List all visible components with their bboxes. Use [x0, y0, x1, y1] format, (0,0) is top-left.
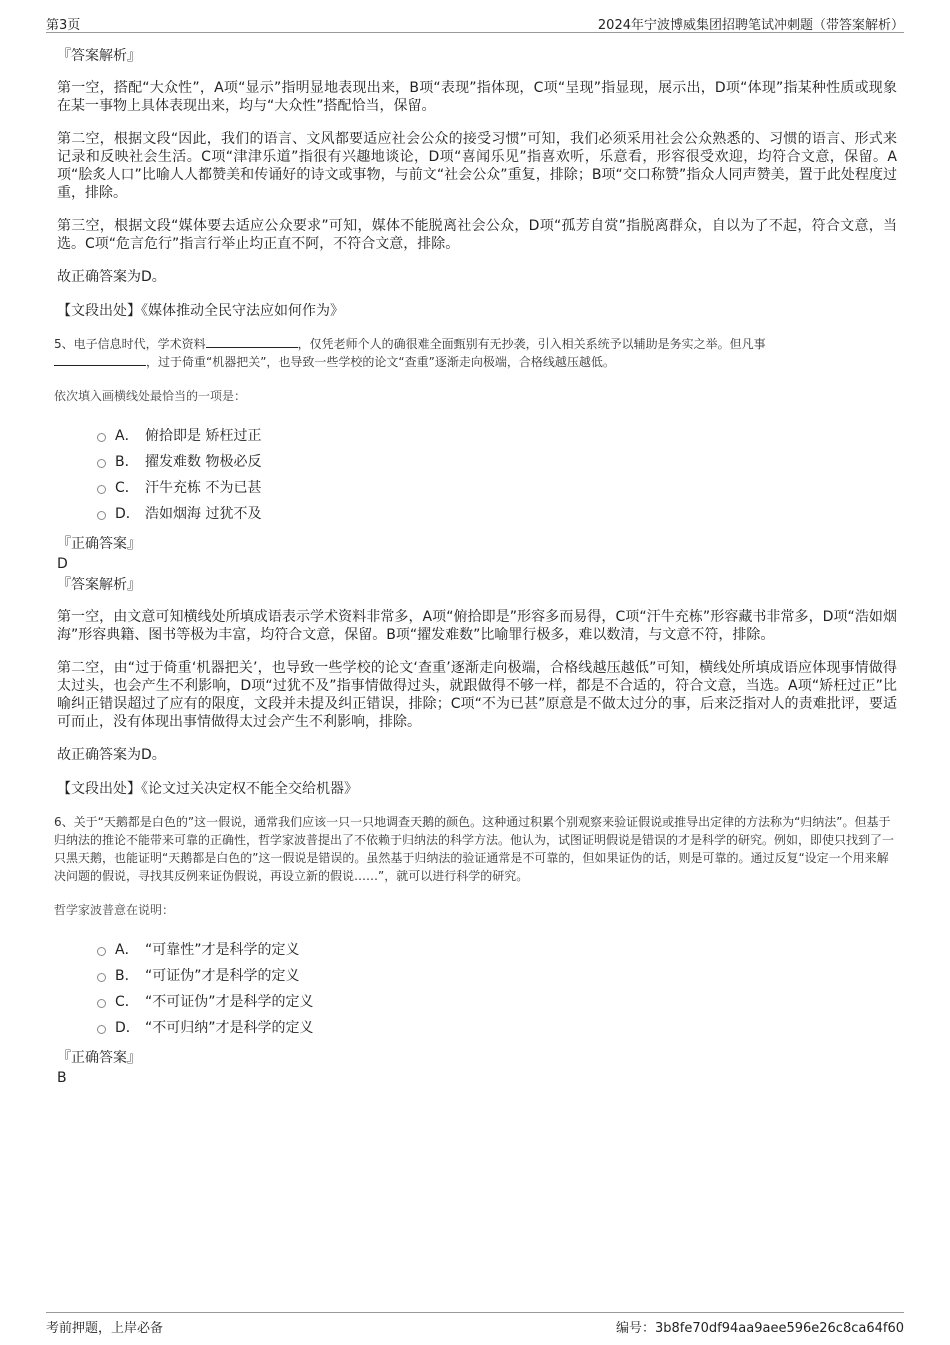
- analysis-paragraph: 第一空，搭配“大众性”，A项“显示”指明显地表现出来，B项“表现”指体现，C项“呈现”指显现，展示出，D项“体现”指某种性质或现象在某一事物上具体表现出来，均与“大众性”搭配恰当，保留。: [57, 80, 897, 114]
- answer-conclusion: 故正确答案为D。: [57, 269, 166, 285]
- question-5-part-b: ，仅凭老师个人的确很难全面甄别有无抄袭，引入相关系统予以辅助是务实之举。但凡事: [297, 337, 766, 351]
- source-citation: 【文段出处】《论文过关决定权不能全交给机器》: [57, 781, 358, 797]
- page-number: 第3页: [46, 18, 81, 33]
- analysis-paragraph: 第一空，由文意可知横线处所填成语表示学术资料非常多，A项“俯拾即是”形容多而易得，C项“汗牛充栋”形容藏书非常多，D项“浩如烟海”形容典籍、图书等极为丰富，均符合文意，保留。B项“擢发难数”比喻罪行极多，难以数清，与文意不符，排除。: [57, 609, 897, 643]
- analysis-paragraph: 第二空，根据文段“因此，我们的语言、文风都要适应社会公众的接受习惯”可知，我们必须采用社会公众熟悉的、习惯的语言、形式来记录和反映社会生活。C项“津津乐道”指很有兴趣地谈论，D项“喜闻乐见”指喜欢听，乐意看，形容很受欢迎，均符合文意，保留。A项“脍炙人口”比喻人人都赞美和传诵好的诗文或事物，与前文“社会公众”重复，排除；B项“交口称赞”指众人同声赞美，置于此处程度过重，排除。: [57, 131, 897, 201]
- option-text: 汗牛充栋 不为已甚: [145, 480, 262, 496]
- question-5-options: [57, 423, 897, 527]
- option-a[interactable]: [57, 423, 897, 449]
- option-b[interactable]: [57, 449, 897, 475]
- page-header: [46, 10, 904, 33]
- option-text: 浩如烟海 过犹不及: [145, 506, 262, 522]
- option-letter: B．: [115, 968, 139, 984]
- option-letter: D．: [115, 1020, 140, 1036]
- fill-blank-1: [206, 335, 298, 348]
- correct-answer-label: 『正确答案』: [57, 1050, 141, 1066]
- analysis-label: 『答案解析』: [57, 48, 141, 64]
- option-letter: D．: [115, 506, 140, 522]
- radio-icon[interactable]: [97, 999, 106, 1008]
- option-d[interactable]: [57, 1015, 897, 1041]
- page-footer: [46, 1312, 904, 1336]
- document-id: 编号：3b8fe70df94aa9aee596e26c8ca64f60: [616, 1321, 904, 1336]
- radio-icon[interactable]: [97, 433, 106, 442]
- radio-icon[interactable]: [97, 973, 106, 982]
- question-6-options: [57, 937, 897, 1041]
- question-6-prompt: 哲学家波普意在说明：: [54, 903, 175, 917]
- footer-slogan: 考前押题，上岸必备: [46, 1321, 164, 1336]
- option-c[interactable]: [57, 475, 897, 501]
- question-5-part-c: ，过于倚重“机器把关”，也导致一些学校的论文“查重”逐渐走向极端，合格线越压越低。: [146, 355, 615, 369]
- option-text: “不可归纳”才是科学的定义: [145, 1020, 314, 1036]
- option-text: 擢发难数 物极必反: [145, 454, 262, 470]
- option-text: 俯拾即是 矫枉过正: [145, 428, 262, 444]
- question-5-text: [54, 335, 897, 371]
- option-a[interactable]: [57, 937, 897, 963]
- option-text: “可靠性”才是科学的定义: [145, 942, 300, 958]
- question-6-text: 6、关于“天鹅都是白色的”这一假说，通常我们应该一只一只地调查天鹅的颜色。这种通过积累个别观察来验证假说或推导出定律的方法称为“归纳法”。但基于归纳法的推论不能带来可靠的正确性，哲学家波普提出了不依赖于归纳法的科学方法。他认为，试图证明假说是错误的才是科学的研究。例如，即使只找到了一只黑天鹅，也能证明“天鹅都是白色的”这一假说是错误的。虽然基于归纳法的验证通常是不可靠的，但如果证伪的话，则是可靠的。通过反复“设定一个用来解决问题的假说，寻找其反例来证伪假说，再设立新的假说……”，就可以进行科学的研究。: [54, 815, 895, 883]
- analysis-paragraph: 第二空，由“过于倚重‘机器把关’，也导致一些学校的论文‘查重’逐渐走向极端，合格线越压越低”可知，横线处所填成语应体现事情做得太过头，也会产生不利影响，D项“过犹不及”指事情做得过头，就跟做得不够一样，都是不合适的，符合文意，当选。A项“矫枉过正”比喻纠正错误超过了应有的限度，文段并未提及纠正错误，排除；C项“不为已甚”原意是不做太过分的事，后来泛指对人的责难批评，要适可而止，没有体现出事情做得太过会产生不利影响，排除。: [57, 660, 897, 730]
- option-letter: A．: [115, 942, 139, 958]
- option-letter: C．: [115, 480, 139, 496]
- radio-icon[interactable]: [97, 511, 106, 520]
- radio-icon[interactable]: [97, 1025, 106, 1034]
- question-5-prompt: 依次填入画横线处最恰当的一项是：: [54, 389, 247, 403]
- option-text: “可证伪”才是科学的定义: [145, 968, 300, 984]
- correct-answer-value: B: [57, 1070, 67, 1086]
- question-5-part-a: 5、电子信息时代，学术资料: [54, 337, 206, 351]
- page-content: [54, 46, 897, 1089]
- radio-icon[interactable]: [97, 459, 106, 468]
- analysis-paragraph: 第三空，根据文段“媒体要去适应公众要求”可知，媒体不能脱离社会公众，D项“孤芳自赏”指脱离群众，自以为了不起，符合文意，当选。C项“危言危行”指言行举止均正直不阿，不符合文意，排除。: [57, 218, 897, 252]
- document-title: 2024年宁波博威集团招聘笔试冲刺题（带答案解析）: [597, 18, 904, 33]
- option-letter: A．: [115, 428, 139, 444]
- option-d[interactable]: [57, 501, 897, 527]
- option-letter: C．: [115, 994, 139, 1010]
- option-b[interactable]: [57, 963, 897, 989]
- source-citation: 【文段出处】《媒体推动全民守法应如何作为》: [57, 303, 344, 319]
- radio-icon[interactable]: [97, 485, 106, 494]
- option-letter: B．: [115, 454, 139, 470]
- correct-answer-label: 『正确答案』: [57, 536, 141, 552]
- fill-blank-2: [54, 353, 146, 366]
- correct-answer-value: D: [57, 556, 68, 572]
- answer-conclusion: 故正确答案为D。: [57, 747, 166, 763]
- radio-icon[interactable]: [97, 947, 106, 956]
- option-text: “不可证伪”才是科学的定义: [145, 994, 314, 1010]
- analysis-label: 『答案解析』: [57, 577, 141, 593]
- option-c[interactable]: [57, 989, 897, 1015]
